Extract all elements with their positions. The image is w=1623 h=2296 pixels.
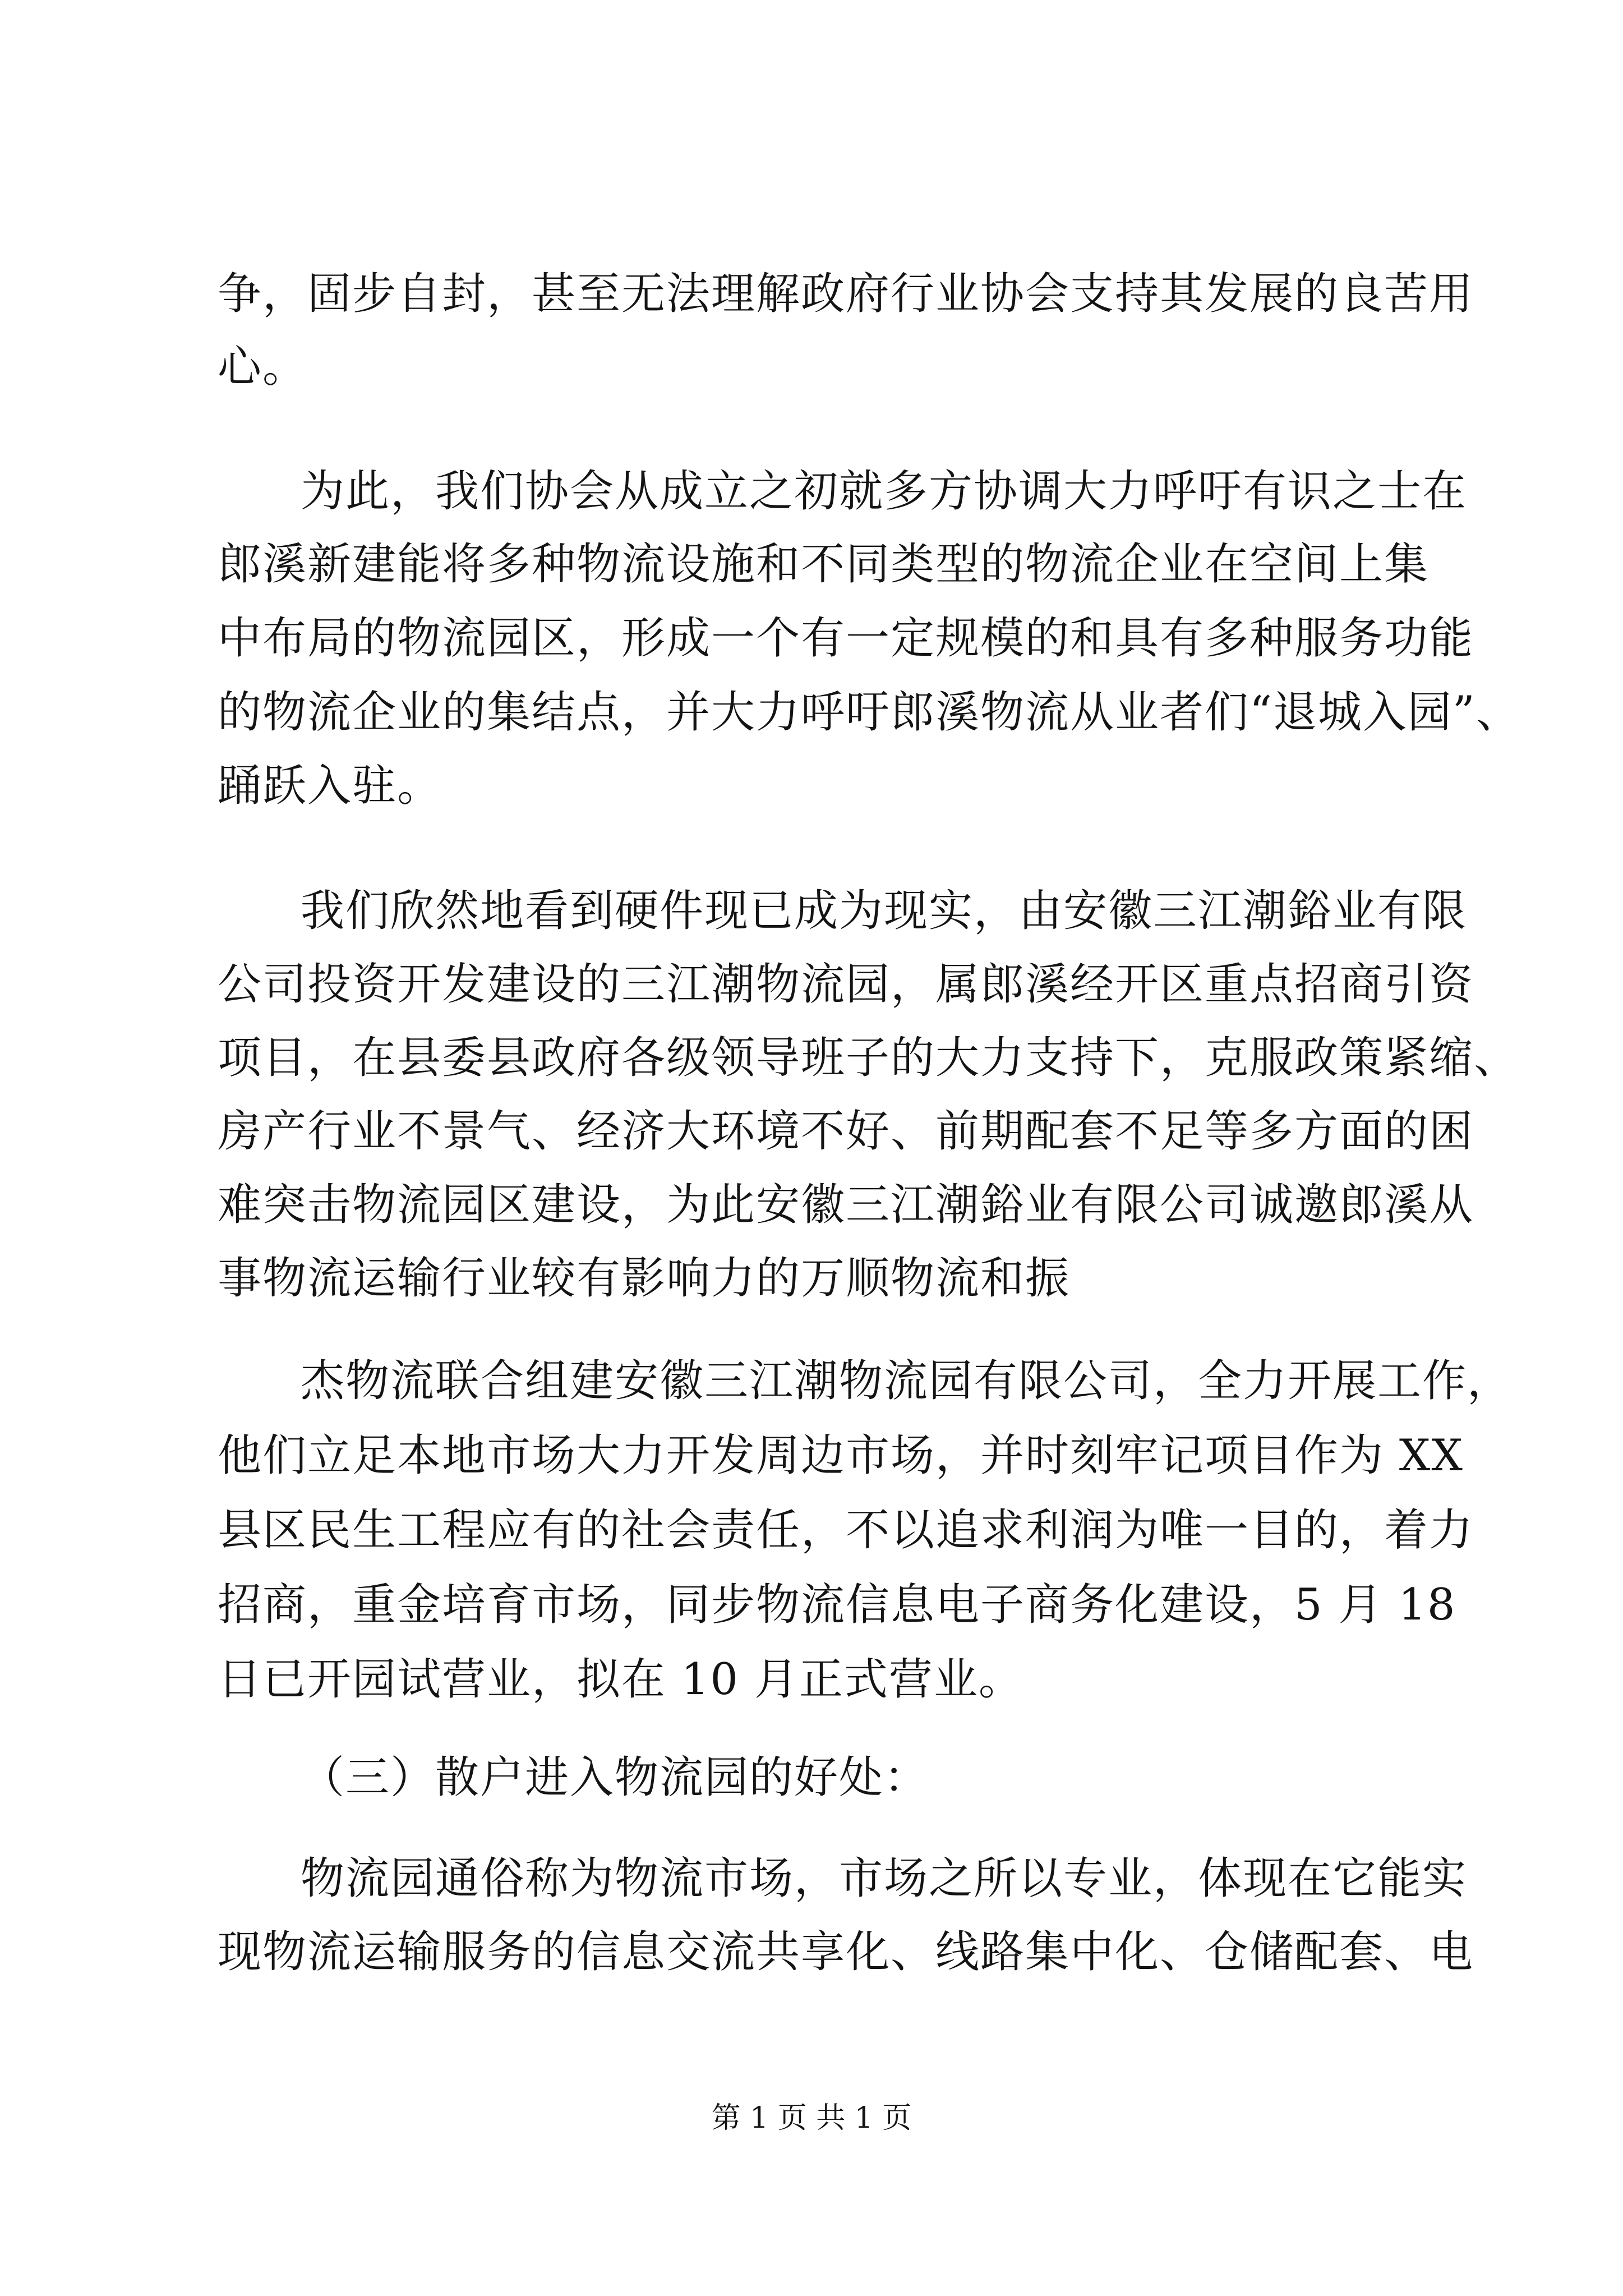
text-line: 我们欣然地看到硬件现已成为现实，由安徽三江潮鋊业有限 bbox=[301, 886, 1468, 936]
text-line: 为此，我们协会从成立之初就多方协调大力呼吁有识之士在 bbox=[301, 466, 1468, 517]
text-line: 心。 bbox=[218, 342, 308, 392]
text-line: 物流园通俗称为物流市场，市场之所以专业，体现在它能实 bbox=[301, 1853, 1468, 1904]
text-line: 县区民生工程应有的社会责任，不以追求利润为唯一目的，着力 bbox=[218, 1505, 1474, 1556]
text-line: 日已开园试营业，拟在 10 月正式营业。 bbox=[218, 1654, 1023, 1705]
text-line: （三）散户进入物流园的好处： bbox=[301, 1752, 929, 1803]
text-line: 项目，在县委县政府各级领导班子的大力支持下，克服政策紧缩、 bbox=[218, 1033, 1519, 1083]
text-line: 现物流运输服务的信息交流共享化、线路集中化、仓储配套、电 bbox=[218, 1927, 1474, 1977]
text-line: 踊跃入驻。 bbox=[218, 761, 442, 811]
text-line: 争，固步自封，甚至无法理解政府行业协会支持其发展的良苦用 bbox=[218, 269, 1474, 319]
text-line: 杰物流联合组建安徽三江潮物流园有限公司，全力开展工作， bbox=[301, 1356, 1513, 1406]
text-line: 郎溪新建能将多种物流设施和不同类型的物流企业在空间上集 bbox=[218, 539, 1430, 590]
text-line: 他们立足本地市场大力开发周边市场，并时刻牢记项目作为 XX bbox=[218, 1430, 1464, 1481]
page-number-footer: 第 1 页 共 1 页 bbox=[711, 2101, 912, 2135]
text-line: 的物流企业的集结点，并大力呼吁郎溪物流从业者们“退城入园”、 bbox=[218, 687, 1521, 738]
text-line: 房产行业不景气、经济大环境不好、前期配套不足等多方面的困 bbox=[218, 1106, 1474, 1157]
text-line: 中布局的物流园区，形成一个有一定规模的和具有多种服务功能 bbox=[218, 613, 1474, 664]
text-line: 公司投资开发建设的三江潮物流园，属郎溪经开区重点招商引资 bbox=[218, 959, 1474, 1010]
text-line: 事物流运输行业较有影响力的万顺物流和振 bbox=[218, 1253, 1071, 1304]
text-line: 招商，重金培育市场，同步物流信息电子商务化建设，5 月 18 bbox=[218, 1580, 1456, 1630]
text-line: 难突击物流园区建设，为此安徽三江潮鋊业有限公司诚邀郎溪从 bbox=[218, 1180, 1474, 1230]
